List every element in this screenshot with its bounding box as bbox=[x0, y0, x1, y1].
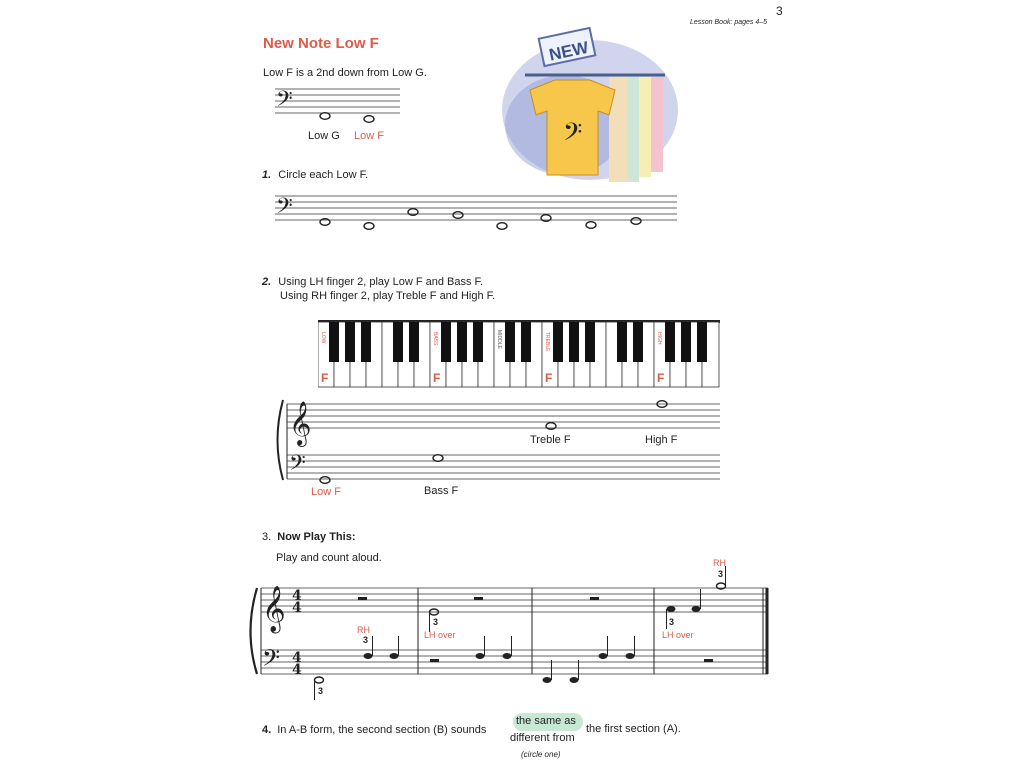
note bbox=[667, 606, 676, 612]
new-sign-text: NEW bbox=[547, 37, 591, 65]
bass-clef-icon: 𝄢 bbox=[276, 194, 293, 224]
note bbox=[476, 653, 485, 659]
key-label-bass: BASS bbox=[432, 332, 438, 346]
brace bbox=[251, 588, 258, 674]
note bbox=[570, 677, 579, 683]
time-sig-treble-top: 4 bbox=[292, 588, 302, 604]
finger-number: 3 bbox=[433, 617, 439, 627]
key-f-low[interactable]: F bbox=[321, 371, 329, 385]
rh-mark-bass: RH bbox=[357, 625, 370, 635]
page-number: 3 bbox=[776, 4, 783, 18]
barlines bbox=[418, 588, 767, 674]
key-f-high[interactable]: F bbox=[657, 371, 665, 385]
lh-over-mark-1: LH over bbox=[424, 630, 456, 640]
key-f-treble[interactable]: F bbox=[545, 371, 553, 385]
page-title: New Note Low F bbox=[263, 35, 379, 52]
exercise-2-line2: Using RH finger 2, play Treble F and High F. bbox=[280, 290, 496, 302]
finger-number: 3 bbox=[669, 617, 675, 627]
bass-clef-icon: 𝄢 bbox=[289, 451, 306, 481]
label-high-f: High F bbox=[645, 434, 678, 446]
exercise-4-number: 4. bbox=[262, 724, 272, 736]
key-label-low: LOW bbox=[320, 332, 326, 344]
rests bbox=[358, 597, 713, 662]
note bbox=[626, 653, 635, 659]
bass-staff-lines bbox=[261, 650, 768, 674]
key-label-treble: TREBLE bbox=[544, 332, 550, 352]
label-low-f: Low F bbox=[311, 486, 341, 498]
time-sig-bass-bottom: 4 bbox=[292, 662, 302, 678]
exercise-4-text-before: In A-B form, the second section (B) sounds bbox=[277, 724, 487, 736]
rh-mark-top: RH bbox=[713, 558, 726, 568]
exercise-3-number: 3. bbox=[262, 531, 272, 543]
exercise-1-instruction: Circle each Low F. bbox=[278, 169, 369, 181]
bass-clef-icon: 𝄢 bbox=[262, 644, 281, 677]
treble-clef-icon: 𝄞 bbox=[289, 401, 312, 445]
exercise-4-text bbox=[262, 724, 486, 736]
finger-number: 3 bbox=[718, 569, 724, 579]
label-low-f: Low F bbox=[354, 130, 384, 142]
treble-clef-icon: 𝄞 bbox=[262, 586, 286, 632]
note bbox=[599, 653, 608, 659]
key-label-high: HIGH bbox=[656, 332, 662, 345]
note bbox=[503, 653, 512, 659]
key-f-bass[interactable]: F bbox=[433, 371, 441, 385]
note bbox=[315, 677, 324, 683]
finger-number: 3 bbox=[318, 686, 324, 696]
label-low-g: Low G bbox=[308, 130, 340, 142]
finger-number: 3 bbox=[363, 635, 369, 645]
label-treble-f: Treble F bbox=[530, 434, 571, 446]
shirt-bass-clef-icon: 𝄢 bbox=[563, 118, 583, 153]
exercise-2-line1: Using LH finger 2, play Low F and Bass F. bbox=[278, 276, 484, 288]
bass-clef-icon: 𝄢 bbox=[276, 87, 293, 117]
time-sig-bass-top: 4 bbox=[292, 650, 302, 666]
key-label-middle: MIDDLE bbox=[496, 330, 502, 349]
note bbox=[390, 653, 399, 659]
circle-one-hint: (circle one) bbox=[521, 750, 561, 759]
label-bass-f: Bass F bbox=[424, 485, 459, 497]
exercise-3-title: Now Play This: bbox=[277, 531, 356, 543]
option-different-from[interactable]: different from bbox=[510, 732, 575, 744]
note bbox=[543, 677, 552, 683]
option-same-as[interactable]: the same as bbox=[516, 715, 576, 727]
intro-text: Low F is a 2nd down from Low G. bbox=[263, 67, 427, 79]
exercise-3-instruction: Play and count aloud. bbox=[276, 552, 382, 564]
lh-over-mark-2: LH over bbox=[662, 630, 694, 640]
exercise-1-number: 1. bbox=[262, 169, 272, 181]
lesson-reference: Lesson Book: pages 4–5 bbox=[690, 19, 768, 26]
time-sig-treble-bottom: 4 bbox=[292, 600, 302, 616]
exercise-4-text-after: the first section (A). bbox=[586, 723, 681, 735]
note bbox=[364, 653, 373, 659]
note bbox=[692, 606, 701, 612]
exercise-2-number: 2. bbox=[262, 276, 272, 288]
